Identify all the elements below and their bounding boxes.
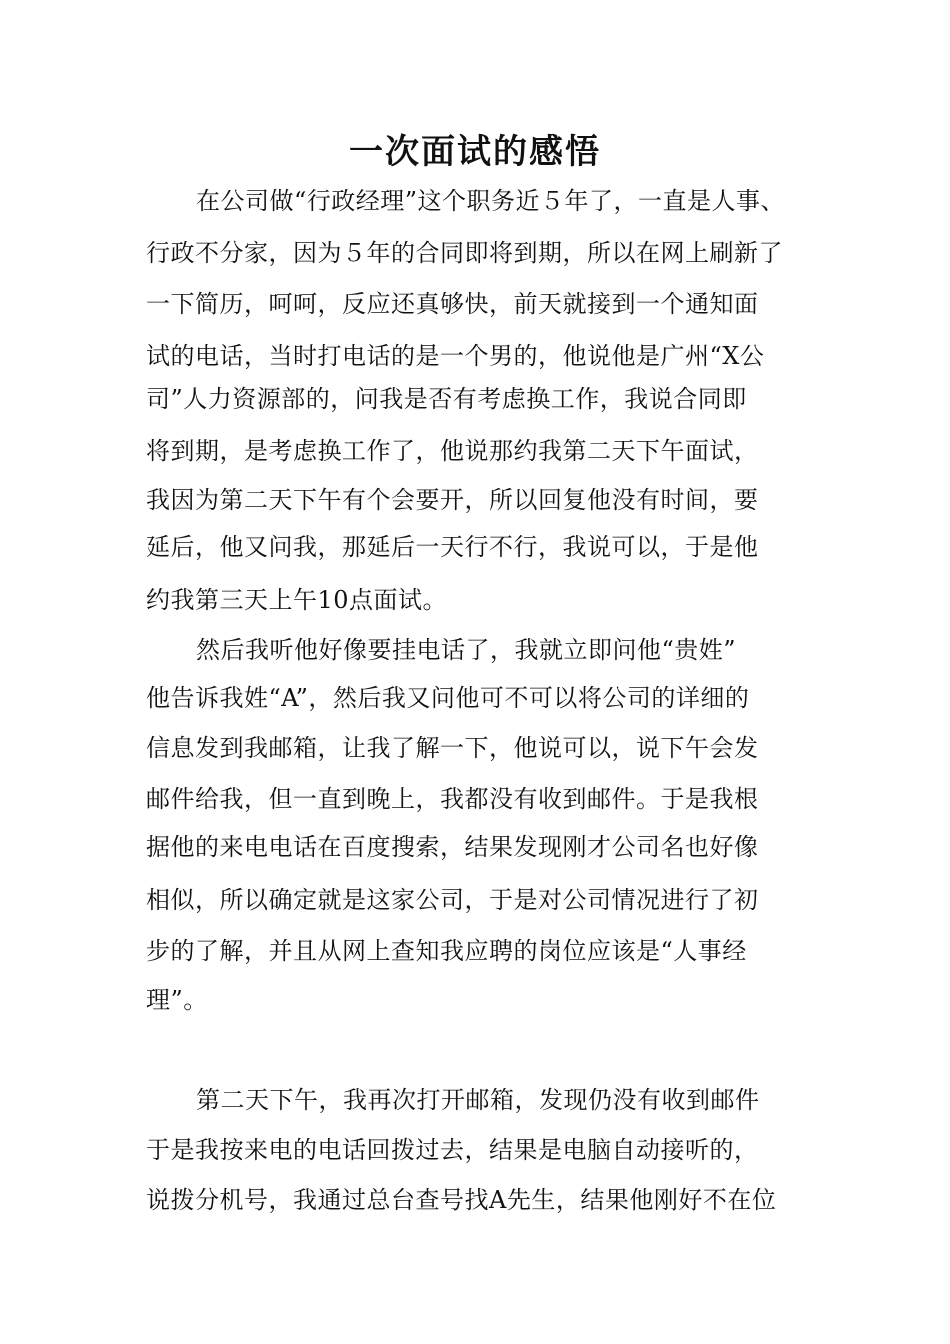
page-title: 一次面试的感悟 [349,132,601,172]
paragraph-3-line-1: 第二天下午，我再次打开邮箱，发现仍没有收到邮件 [196,1086,760,1114]
paragraph-2-line-2: 他告诉我姓“A”，然后我又问他可不可以将公司的详细的 [146,684,750,712]
paragraph-2-line-6: 相似，所以确定就是这家公司，于是对公司情况进行了初 [146,886,759,914]
paragraph-1-line-1: 在公司做“行政经理”这个职务近５年了，一直是人事、 [196,187,786,215]
paragraph-3-line-3: 说拨分机号，我通过总台查号找A先生，结果他刚好不在位 [146,1186,777,1214]
paragraph-2-line-1: 然后我听他好像要挂电话了，我就立即问他“贵姓” [196,636,737,664]
paragraph-2-line-7: 步的了解，并且从网上查知我应聘的岗位应该是“人事经 [146,937,747,965]
paragraph-1-line-7: 我因为第二天下午有个会要开，所以回复他没有时间，要 [146,486,759,514]
paragraph-1-line-4: 试的电话，当时打电话的是一个男的，他说他是广州“X公 [146,342,765,370]
paragraph-1-line-5: 司”人力资源部的，问我是否有考虑换工作，我说合同即 [146,385,747,413]
paragraph-2-line-5: 据他的来电电话在百度搜索，结果发现刚才公司名也好像 [146,833,759,861]
paragraph-2-line-8: 理”。 [146,986,208,1014]
paragraph-3-line-2: 于是我按来电的电话回拨过去，结果是电脑自动接听的， [146,1136,759,1164]
paragraph-1-line-9: 约我第三天上午10点面试。 [146,586,448,614]
paragraph-2-line-3: 信息发到我邮箱，让我了解一下，他说可以，说下午会发 [146,734,759,762]
paragraph-2-line-4: 邮件给我，但一直到晚上，我都没有收到邮件。于是我根 [146,785,759,813]
paragraph-1-line-8: 延后，他又问我，那延后一天行不行，我说可以，于是他 [146,533,759,561]
paragraph-1-line-2: 行政不分家，因为５年的合同即将到期，所以在网上刷新了 [146,239,783,267]
paragraph-1-line-3: 一下简历，呵呵，反应还真够快，前天就接到一个通知面 [146,290,759,318]
paragraph-1-line-6: 将到期，是考虑换工作了，他说那约我第二天下午面试， [146,437,759,465]
